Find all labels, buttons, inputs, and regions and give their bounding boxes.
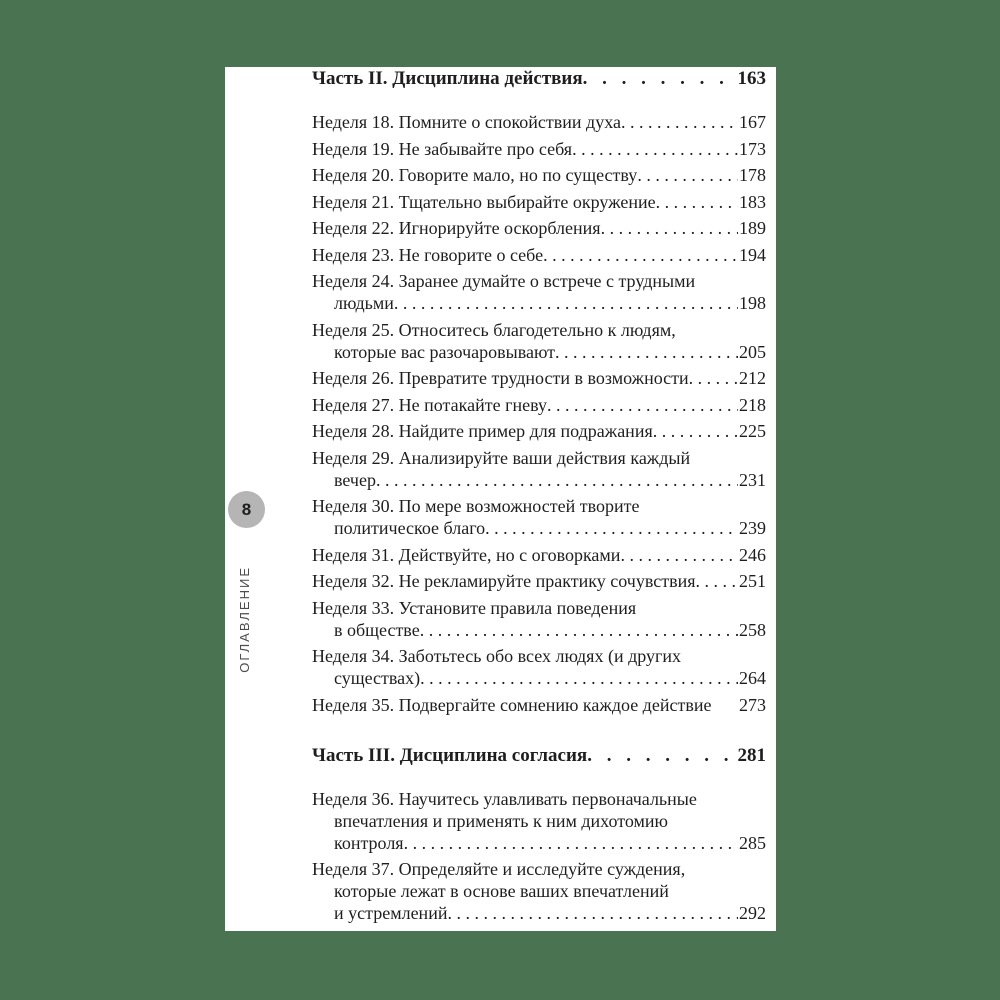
toc-line [312,645,766,667]
toc-entry [312,367,766,389]
dot-leader [621,111,738,133]
dot-leader [689,367,738,389]
toc-entry-text: Неделя 29. Анализируйте ваши действия каждый [312,447,691,468]
toc-page-number: 225 [739,421,766,441]
toc-line [312,788,766,810]
toc-entry [312,270,766,314]
toc-page-number: 239 [739,518,766,538]
toc-page [225,67,776,931]
toc-page-number: 231 [739,469,766,490]
dot-leader [420,619,738,641]
toc-entry [312,217,766,239]
dot-leader [543,244,738,266]
toc-entry-text: Неделя 22. Игнорируйте оскорбления [312,218,601,238]
toc-entry [312,495,766,539]
toc-line [312,667,766,689]
toc-line [312,341,766,363]
toc-line [312,68,766,90]
toc-entry [312,645,766,689]
toc-entry-text: Неделя 25. Относитесь благодетельно к людям, [312,319,676,340]
toc-page-number: 163 [737,68,766,89]
toc-entry-text: Неделя 33. Установите правила поведения [312,597,637,618]
page-number: 8 [241,499,252,519]
toc-page-number: 183 [739,191,766,212]
toc-line [312,495,766,517]
toc-page-number: 251 [739,571,766,591]
toc-entry-text: Неделя 24. Заранее думайте о встрече с трудными [312,271,696,291]
dot-leader [695,570,738,592]
toc-page-number: 292 [739,903,766,923]
toc-line [312,111,766,133]
toc-page-number: 198 [739,293,766,313]
toc-line [312,420,766,442]
table-of-contents [312,68,766,929]
toc-entry [312,597,766,641]
toc-entry-text: Неделя 18. Помните о спокойствии духа [312,112,621,132]
toc-page-number: 212 [739,368,766,388]
toc-line [312,292,766,314]
dot-leader [404,832,738,854]
toc-line [312,469,766,491]
dot-leader [420,667,738,689]
dot-leader [583,68,737,90]
toc-entry-text: контроля [334,832,404,853]
toc-entry-text: людьми [334,293,394,313]
toc-entry-text: Неделя 27. Не потакайте гневу [312,394,547,415]
toc-entry-text: Неделя 19. Не забывайте про себя [312,138,573,159]
toc-line [312,570,766,592]
dot-leader [637,164,738,186]
toc-entry [312,319,766,363]
dot-leader [620,544,738,566]
toc-entry-text: Неделя 36. Научитесь улавливать первоначальные [312,788,697,809]
toc-entry-text: которые лежат в основе ваших впечатлений [334,881,669,901]
toc-page-number: 167 [739,112,766,132]
toc-page-number: 178 [739,165,766,185]
toc-entry [312,858,766,924]
toc-line [312,367,766,389]
toc-page-number: 205 [739,341,766,362]
toc-part-heading [312,745,766,767]
toc-line [312,319,766,341]
toc-entry-text: существах) [334,668,421,688]
dot-leader [653,420,738,442]
toc-line [312,517,766,539]
toc-entry-text: вечер [334,469,376,490]
toc-line [312,138,766,160]
toc-line [312,832,766,854]
toc-entry-text: Неделя 37. Определяйте и исследуйте суждения, [312,859,686,879]
toc-entry [312,570,766,592]
toc-page-number: 189 [739,218,766,238]
toc-entry [312,191,766,213]
dot-leader [572,138,738,160]
toc-line [312,544,766,566]
toc-entry-text: Неделя 34. Заботьтесь обо всех людях (и других [312,646,682,666]
toc-entry [312,788,766,854]
toc-entry [312,111,766,133]
page-number-badge [228,491,265,528]
toc-page-number: 273 [739,694,766,715]
toc-entry [312,694,766,716]
toc-entry-text: Часть III. Дисциплина согласия [312,744,588,766]
toc-line [312,810,766,832]
toc-line [312,244,766,266]
dot-leader [485,517,738,539]
toc-vertical-label: ОГЛАВЛЕНИЕ [237,566,252,673]
toc-line [312,619,766,641]
toc-part-heading [312,68,766,90]
toc-entry-text: Неделя 26. Превратите трудности в возможности [312,368,689,388]
toc-entry-text: политическое благо [334,518,486,538]
toc-page-number: 264 [739,668,766,688]
toc-entry-text: в обществе [334,619,420,640]
toc-line [312,394,766,416]
toc-page-number: 281 [737,744,766,766]
toc-entry-text: Неделя 21. Тщательно выбирайте окружение [312,191,656,212]
toc-entry-text: впечатления и применять к ним дихотомию [334,810,668,831]
toc-page-number: 194 [739,244,766,265]
dot-leader [555,341,738,363]
toc-entry-text: Неделя 20. Говорите мало, но по существу [312,165,638,185]
toc-entry-text: Неделя 28. Найдите пример для подражания [312,421,653,441]
toc-entry [312,164,766,186]
toc-line [312,164,766,186]
toc-entry-text: Неделя 31. Действуйте, но с оговорками [312,544,621,565]
toc-line [312,858,766,880]
toc-line [312,191,766,213]
dot-leader [601,217,738,239]
toc-entry-text: Неделя 32. Не рекламируйте практику сочувствия [312,571,696,591]
toc-entry-text: Неделя 30. По мере возможностей творите [312,496,640,516]
toc-entry [312,244,766,266]
toc-line [312,447,766,469]
toc-entry-text: Неделя 23. Не говорите о себе [312,244,544,265]
toc-entry-text: и устремлений [334,903,448,923]
dot-leader [447,902,738,924]
toc-page-number: 218 [739,394,766,415]
toc-entry [312,138,766,160]
toc-page-number: 246 [739,544,766,565]
dot-leader [587,745,736,767]
toc-page-number: 258 [739,619,766,640]
toc-entry [312,420,766,442]
toc-entry-text: Часть II. Дисциплина действия [312,68,583,89]
toc-line [312,217,766,239]
toc-line [312,597,766,619]
dot-leader [547,394,738,416]
toc-line [312,745,766,767]
toc-line [312,694,766,716]
toc-line [312,880,766,902]
toc-entry [312,394,766,416]
dot-leader [376,469,738,491]
toc-page-number: 173 [739,138,766,159]
toc-line [312,902,766,924]
dot-leader [394,292,738,314]
toc-line [312,270,766,292]
toc-entry-text: которые вас разочаровывают [334,341,556,362]
toc-entry-text: Неделя 35. Подвергайте сомнению каждое действие [312,694,712,715]
toc-entry [312,544,766,566]
toc-entry [312,447,766,491]
dot-leader [656,191,738,213]
toc-page-number: 285 [739,832,766,853]
